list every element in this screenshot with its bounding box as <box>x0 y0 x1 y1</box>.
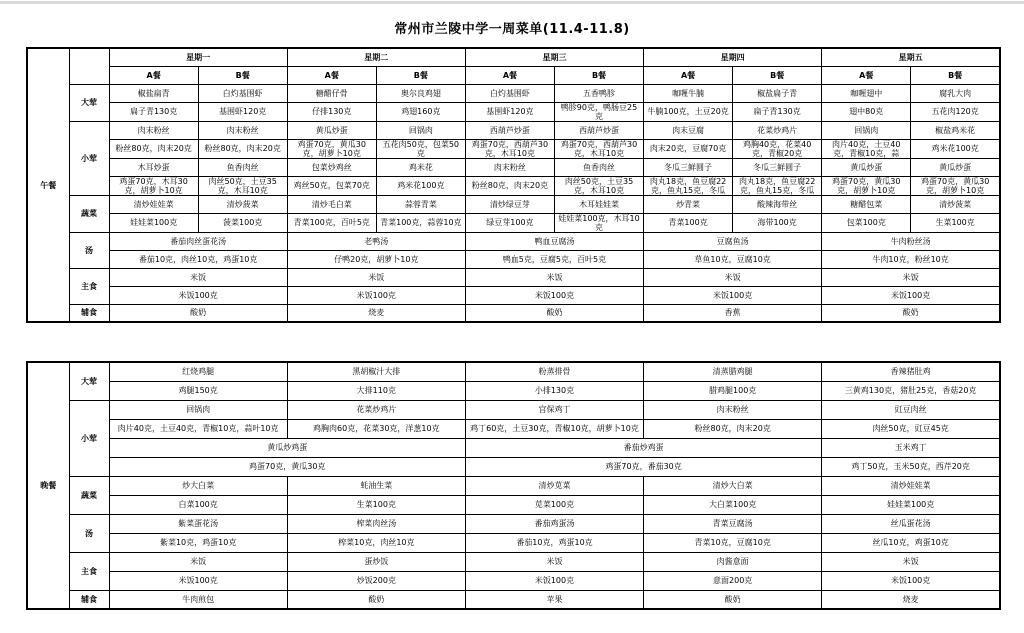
dahun-qty: 牛腩100克，土豆20克 <box>644 102 733 121</box>
zhushi-qty: 米饭100克 <box>465 571 643 590</box>
dahun-row <box>27 381 1000 400</box>
dahun-dish: 粉蒸排骨 <box>465 362 643 381</box>
dahun-dish: 咖喱牛腩 <box>644 84 733 102</box>
sucai-qty: 青菜100克，百叶5克 <box>287 213 376 232</box>
b-meal-header: B餐 <box>198 66 287 84</box>
tang-qty: 草鱼10克，豆腐10克 <box>644 250 822 268</box>
xiaohun-qty: 粉丝80克，肉末20克 <box>465 176 554 195</box>
zhushi-row <box>27 286 1000 304</box>
xiaohun-dish: 西葫芦炒蛋 <box>554 121 643 139</box>
xiaohun-dish: 番茄炒鸡蛋 <box>465 438 821 457</box>
xiaohun-dish: 黄瓜炒鸡蛋 <box>109 438 465 457</box>
sucai-dish: 木耳娃娃菜 <box>554 195 643 213</box>
fushi-item: 酸奶 <box>465 304 643 322</box>
day-header: 星期三 <box>465 48 643 66</box>
dahun-qty: 小排130克 <box>465 381 643 400</box>
xiaohun-row <box>27 176 1000 195</box>
tang-qty: 丝瓜10克，鸡蛋10克 <box>822 533 1000 552</box>
top-border <box>0 1 1024 4</box>
dahun-qty: 仔排130克 <box>287 102 376 121</box>
dahun-qty: 基围虾120克 <box>465 102 554 121</box>
xiaohun-dish: 肉末粉丝 <box>465 158 554 176</box>
sucai-qty: 菠菜100克 <box>198 213 287 232</box>
xiaohun-dish: 椒盐鸡米花 <box>911 121 1000 139</box>
xiaohun-dish: 肉末豆腐 <box>644 121 733 139</box>
category-tang: 汤 <box>69 514 109 552</box>
meal-label-lunch: 午餐 <box>27 48 69 322</box>
dahun-qty: 翅中80克 <box>822 102 911 121</box>
tang-row <box>27 533 1000 552</box>
fushi-item: 酸奶 <box>644 590 822 609</box>
day-header-row <box>27 48 1000 66</box>
tang-qty: 青菜10克，豆腐10克 <box>644 533 822 552</box>
xiaohun-qty: 鸡米花100克 <box>376 176 465 195</box>
sucai-dish: 清炒菠菜 <box>911 195 1000 213</box>
dahun-dish: 黑胡椒汁大排 <box>287 362 465 381</box>
zhushi-dish: 米饭 <box>465 268 643 286</box>
sucai-dish: 清炒苋菜 <box>465 476 643 495</box>
dahun-row <box>27 84 1000 102</box>
zhushi-qty: 米饭100克 <box>465 286 643 304</box>
dinner-menu-table <box>26 361 1001 610</box>
xiaohun-qty: 肉片40克，土豆40克，青椒10克，蒜 <box>822 139 911 158</box>
xiaohun-dish: 回锅肉 <box>376 121 465 139</box>
b-meal-header: B餐 <box>376 66 465 84</box>
sucai-dish: 蒜蓉青菜 <box>376 195 465 213</box>
dahun-qty: 扁子青130克 <box>109 102 198 121</box>
dahun-qty: 三黄鸡130克，猪肚25克，香菇20克 <box>822 381 1000 400</box>
xiaohun-qty: 肉丝50克，豇豆45克 <box>822 419 1000 438</box>
fushi-item: 酸奶 <box>822 304 1000 322</box>
fushi-item: 烧麦 <box>287 304 465 322</box>
sucai-dish: 糖醋包菜 <box>822 195 911 213</box>
tang-qty: 番茄10克，肉丝10克，鸡蛋10克 <box>109 250 287 268</box>
zhushi-qty: 米饭100克 <box>822 571 1000 590</box>
dahun-dish: 五香鸭胗 <box>554 84 643 102</box>
xiaohun-qty: 鸡蛋70克，木耳30克，胡萝卜10克 <box>109 176 198 195</box>
sucai-qty: 海带100克 <box>733 213 822 232</box>
sucai-dish: 清炒毛白菜 <box>287 195 376 213</box>
sucai-dish: 清炒绿豆芽 <box>465 195 554 213</box>
meal-label-dinner: 晚餐 <box>27 362 69 609</box>
sucai-row <box>27 495 1000 514</box>
xiaohun-dish: 玉米鸡丁 <box>822 438 1000 457</box>
sucai-dish: 清炒菠菜 <box>198 195 287 213</box>
dahun-dish: 椒盐扁子青 <box>733 84 822 102</box>
dahun-qty: 鸡翅160克 <box>376 102 465 121</box>
dahun-qty: 五花肉120克 <box>911 102 1000 121</box>
tang-dish: 榨菜肉丝汤 <box>287 514 465 533</box>
xiaohun-qty: 肉丝50克，土豆35克，木耳10克 <box>554 176 643 195</box>
xiaohun-row <box>27 158 1000 176</box>
zhushi-qty: 米饭100克 <box>287 286 465 304</box>
xiaohun-dish: 花菜炒鸡片 <box>287 400 465 419</box>
xiaohun-qty: 鸡丝50克，包菜70克 <box>287 176 376 195</box>
dahun-dish: 白灼基围虾 <box>465 84 554 102</box>
xiaohun-qty: 肉片40克，土豆40克，青椒10克，蒜叶10克 <box>109 419 287 438</box>
category-tang: 汤 <box>69 232 109 268</box>
zhushi-qty: 米饭100克 <box>644 286 822 304</box>
b-meal-header: B餐 <box>733 66 822 84</box>
sucai-dish: 蚝油生菜 <box>287 476 465 495</box>
xiaohun-qty: 鸡丁60克，土豆30克，青椒10克，胡萝卜10克 <box>465 419 643 438</box>
fushi-item: 酸奶 <box>287 590 465 609</box>
day-header: 星期四 <box>644 48 822 66</box>
dahun-row <box>27 102 1000 121</box>
xiaohun-qty: 鸡胸肉60克，花菜30克，洋葱10克 <box>287 419 465 438</box>
xiaohun-qty: 鸡胸40克，花菜40克，青椒20克 <box>733 139 822 158</box>
zhushi-qty: 意面200克 <box>644 571 822 590</box>
zhushi-dish: 米饭 <box>822 552 1000 571</box>
tang-dish: 鸭血豆腐汤 <box>465 232 643 250</box>
tang-row <box>27 250 1000 268</box>
tang-dish: 牛肉粉丝汤 <box>822 232 1000 250</box>
a-meal-header: A餐 <box>287 66 376 84</box>
tang-dish: 番茄肉丝蛋花汤 <box>109 232 287 250</box>
zhushi-qty: 炒饭200克 <box>287 571 465 590</box>
sucai-row <box>27 476 1000 495</box>
sucai-qty: 大白菜100克 <box>644 495 822 514</box>
xiaohun-dish: 回锅肉 <box>109 400 287 419</box>
zhushi-row <box>27 268 1000 286</box>
xiaohun-qty: 鸡蛋70克，黄瓜30克 <box>109 457 465 476</box>
xiaohun-row <box>27 457 1000 476</box>
xiaohun-qty: 肉丸18克，鱼豆腐22克，鱼丸15克，冬瓜 <box>644 176 733 195</box>
tang-qty: 鸭血5克，豆腐5克，百叶5克 <box>465 250 643 268</box>
dahun-dish: 腐乳大肉 <box>911 84 1000 102</box>
sucai-qty: 青菜100克 <box>644 213 733 232</box>
category-dahun: 大荤 <box>69 362 109 400</box>
zhushi-dish: 肉酱意面 <box>644 552 822 571</box>
page-title: 常州市兰陵中学一周菜单(11.4-11.8) <box>394 22 630 37</box>
xiaohun-qty: 粉丝80克，肉末20克 <box>109 139 198 158</box>
sucai-dish: 清炒大白菜 <box>644 476 822 495</box>
ab-header-row <box>27 66 1000 84</box>
xiaohun-dish: 宫保鸡丁 <box>465 400 643 419</box>
xiaohun-qty: 五花肉50克，包菜50克 <box>376 139 465 158</box>
dahun-dish: 清蒸腊鸡腿 <box>644 362 822 381</box>
tang-qty: 番茄10克，鸡蛋10克 <box>465 533 643 552</box>
xiaohun-dish: 肉末粉丝 <box>644 400 822 419</box>
xiaohun-dish: 包菜炒鸡丝 <box>287 158 376 176</box>
zhushi-dish: 米饭 <box>822 268 1000 286</box>
xiaohun-dish: 木耳炒蛋 <box>109 158 198 176</box>
sucai-qty: 苋菜100克 <box>465 495 643 514</box>
xiaohun-dish: 回锅肉 <box>822 121 911 139</box>
tang-dish: 番茄鸡蛋汤 <box>465 514 643 533</box>
xiaohun-qty: 鸡蛋70克，西葫芦30克，木耳10克 <box>465 139 554 158</box>
tang-dish: 紫菜蛋花汤 <box>109 514 287 533</box>
dahun-row <box>27 362 1000 381</box>
dahun-qty: 腊鸡腿100克 <box>644 381 822 400</box>
xiaohun-qty: 鸡蛋70克，黄瓜30克，胡萝卜10克 <box>911 176 1000 195</box>
xiaohun-dish: 豇豆肉丝 <box>822 400 1000 419</box>
sucai-row <box>27 213 1000 232</box>
xiaohun-dish: 黄瓜炒蛋 <box>287 121 376 139</box>
corner-cell <box>69 48 109 84</box>
xiaohun-dish: 肉末粉丝 <box>109 121 198 139</box>
zhushi-dish: 米饭 <box>109 552 287 571</box>
sucai-dish: 清炒娃娃菜 <box>109 195 198 213</box>
zhushi-dish: 米饭 <box>465 552 643 571</box>
sucai-qty: 娃娃菜100克 <box>822 495 1000 514</box>
tang-row <box>27 232 1000 250</box>
fushi-item: 烧麦 <box>822 590 1000 609</box>
xiaohun-qty: 鸡蛋70克，黄瓜30克，胡萝卜10克 <box>822 176 911 195</box>
xiaohun-qty: 鸡蛋70克，番茄30克 <box>465 457 821 476</box>
dahun-dish: 糖醋仔骨 <box>287 84 376 102</box>
dahun-qty: 鸭胗90克，鸭肠豆25克 <box>554 102 643 121</box>
sucai-dish: 清炒娃娃菜 <box>822 476 1000 495</box>
sucai-qty: 绿豆芽100克 <box>465 213 554 232</box>
xiaohun-qty: 鸡米花100克 <box>911 139 1000 158</box>
zhushi-dish: 米饭 <box>109 268 287 286</box>
xiaohun-dish: 鸡米花 <box>376 158 465 176</box>
category-sucai: 蔬菜 <box>69 195 109 232</box>
dahun-dish: 咖喱翅中 <box>822 84 911 102</box>
sucai-qty: 青菜100克，蒜蓉10克 <box>376 213 465 232</box>
fushi-item: 香蕉 <box>644 304 822 322</box>
xiaohun-dish: 黄瓜炒蛋 <box>822 158 911 176</box>
xiaohun-dish: 西葫芦炒蛋 <box>465 121 554 139</box>
xiaohun-qty: 肉末20克，豆腐70克 <box>644 139 733 158</box>
dahun-qty: 基围虾120克 <box>198 102 287 121</box>
day-header: 星期一 <box>109 48 287 66</box>
xiaohun-qty: 鸡丁50克，玉米50克，西芹20克 <box>822 457 1000 476</box>
category-fushi: 辅食 <box>69 590 109 609</box>
zhushi-qty: 米饭100克 <box>109 286 287 304</box>
xiaohun-qty: 鸡蛋70克，西葫芦30克，木耳10克 <box>554 139 643 158</box>
xiaohun-row <box>27 400 1000 419</box>
tang-dish: 青菜豆腐汤 <box>644 514 822 533</box>
day-header: 星期二 <box>287 48 465 66</box>
tang-qty: 牛肉10克，粉丝10克 <box>822 250 1000 268</box>
category-zhushi: 主食 <box>69 268 109 304</box>
xiaohun-row <box>27 139 1000 158</box>
zhushi-dish: 米饭 <box>287 268 465 286</box>
dahun-dish: 椒盐扁青 <box>109 84 198 102</box>
a-meal-header: A餐 <box>822 66 911 84</box>
tang-qty: 紫菜10克，鸡蛋10克 <box>109 533 287 552</box>
sucai-dish: 炒大白菜 <box>109 476 287 495</box>
tang-qty: 仔鸭20克，胡萝卜10克 <box>287 250 465 268</box>
tang-row <box>27 514 1000 533</box>
xiaohun-row <box>27 121 1000 139</box>
xiaohun-dish: 鱼香肉丝 <box>198 158 287 176</box>
zhushi-dish: 米饭 <box>644 268 822 286</box>
fushi-item: 酸奶 <box>109 304 287 322</box>
dahun-dish: 奥尔良鸡翅 <box>376 84 465 102</box>
sucai-qty: 生菜100克 <box>911 213 1000 232</box>
category-fushi: 辅食 <box>69 304 109 322</box>
sucai-dish: 炒青菜 <box>644 195 733 213</box>
a-meal-header: A餐 <box>465 66 554 84</box>
xiaohun-dish: 肉末粉丝 <box>198 121 287 139</box>
b-meal-header: B餐 <box>911 66 1000 84</box>
xiaohun-dish: 冬瓜三鲜圆子 <box>644 158 733 176</box>
dahun-qty: 大排110克 <box>287 381 465 400</box>
xiaohun-row <box>27 438 1000 457</box>
sucai-qty: 娃娃菜100克，木耳10克 <box>554 213 643 232</box>
dahun-dish: 白灼基围虾 <box>198 84 287 102</box>
lunch-menu-table <box>26 47 1001 323</box>
sucai-qty: 白菜100克 <box>109 495 287 514</box>
dahun-dish: 香辣猪肚鸡 <box>822 362 1000 381</box>
zhushi-dish: 蛋炒饭 <box>287 552 465 571</box>
category-xiaohun: 小荤 <box>69 121 109 195</box>
xiaohun-qty: 肉丸18克，鱼豆腐22克，鱼丸15克，冬瓜 <box>733 176 822 195</box>
category-xiaohun: 小荤 <box>69 400 109 476</box>
xiaohun-qty: 肉丝50克，土豆35克，木耳10克 <box>198 176 287 195</box>
dahun-qty: 扁子青130克 <box>733 102 822 121</box>
fushi-item: 苹果 <box>465 590 643 609</box>
xiaohun-row <box>27 419 1000 438</box>
tang-dish: 老鸭汤 <box>287 232 465 250</box>
dahun-dish: 红烧鸡腿 <box>109 362 287 381</box>
fushi-row <box>27 304 1000 322</box>
b-meal-header: B餐 <box>554 66 643 84</box>
zhushi-qty: 米饭100克 <box>109 571 287 590</box>
fushi-item: 牛肉煎包 <box>109 590 287 609</box>
sucai-qty: 包菜100克 <box>822 213 911 232</box>
tang-dish: 豆腐鱼汤 <box>644 232 822 250</box>
sucai-row <box>27 195 1000 213</box>
category-zhushi: 主食 <box>69 552 109 590</box>
zhushi-qty: 米饭100克 <box>822 286 1000 304</box>
sucai-dish: 酸辣海带丝 <box>733 195 822 213</box>
zhushi-row <box>27 552 1000 571</box>
zhushi-row <box>27 571 1000 590</box>
category-dahun: 大荤 <box>69 84 109 121</box>
xiaohun-qty: 粉丝80克，肉末20克 <box>198 139 287 158</box>
xiaohun-dish: 黄瓜炒蛋 <box>911 158 1000 176</box>
dahun-qty: 鸡腿150克 <box>109 381 287 400</box>
day-header: 星期五 <box>822 48 1000 66</box>
a-meal-header: A餐 <box>109 66 198 84</box>
xiaohun-qty: 鸡蛋70克，黄瓜30克，胡萝卜10克 <box>287 139 376 158</box>
sucai-qty: 生菜100克 <box>287 495 465 514</box>
xiaohun-dish: 鱼香肉丝 <box>554 158 643 176</box>
category-sucai: 蔬菜 <box>69 476 109 514</box>
a-meal-header: A餐 <box>644 66 733 84</box>
tang-dish: 丝瓜蛋花汤 <box>822 514 1000 533</box>
sucai-qty: 娃娃菜100克 <box>109 213 198 232</box>
xiaohun-dish: 花菜炒鸡片 <box>733 121 822 139</box>
tang-qty: 榨菜10克，肉丝10克 <box>287 533 465 552</box>
fushi-row <box>27 590 1000 609</box>
xiaohun-qty: 粉丝80克，肉末20克 <box>644 419 822 438</box>
xiaohun-dish: 冬瓜三鲜圆子 <box>733 158 822 176</box>
